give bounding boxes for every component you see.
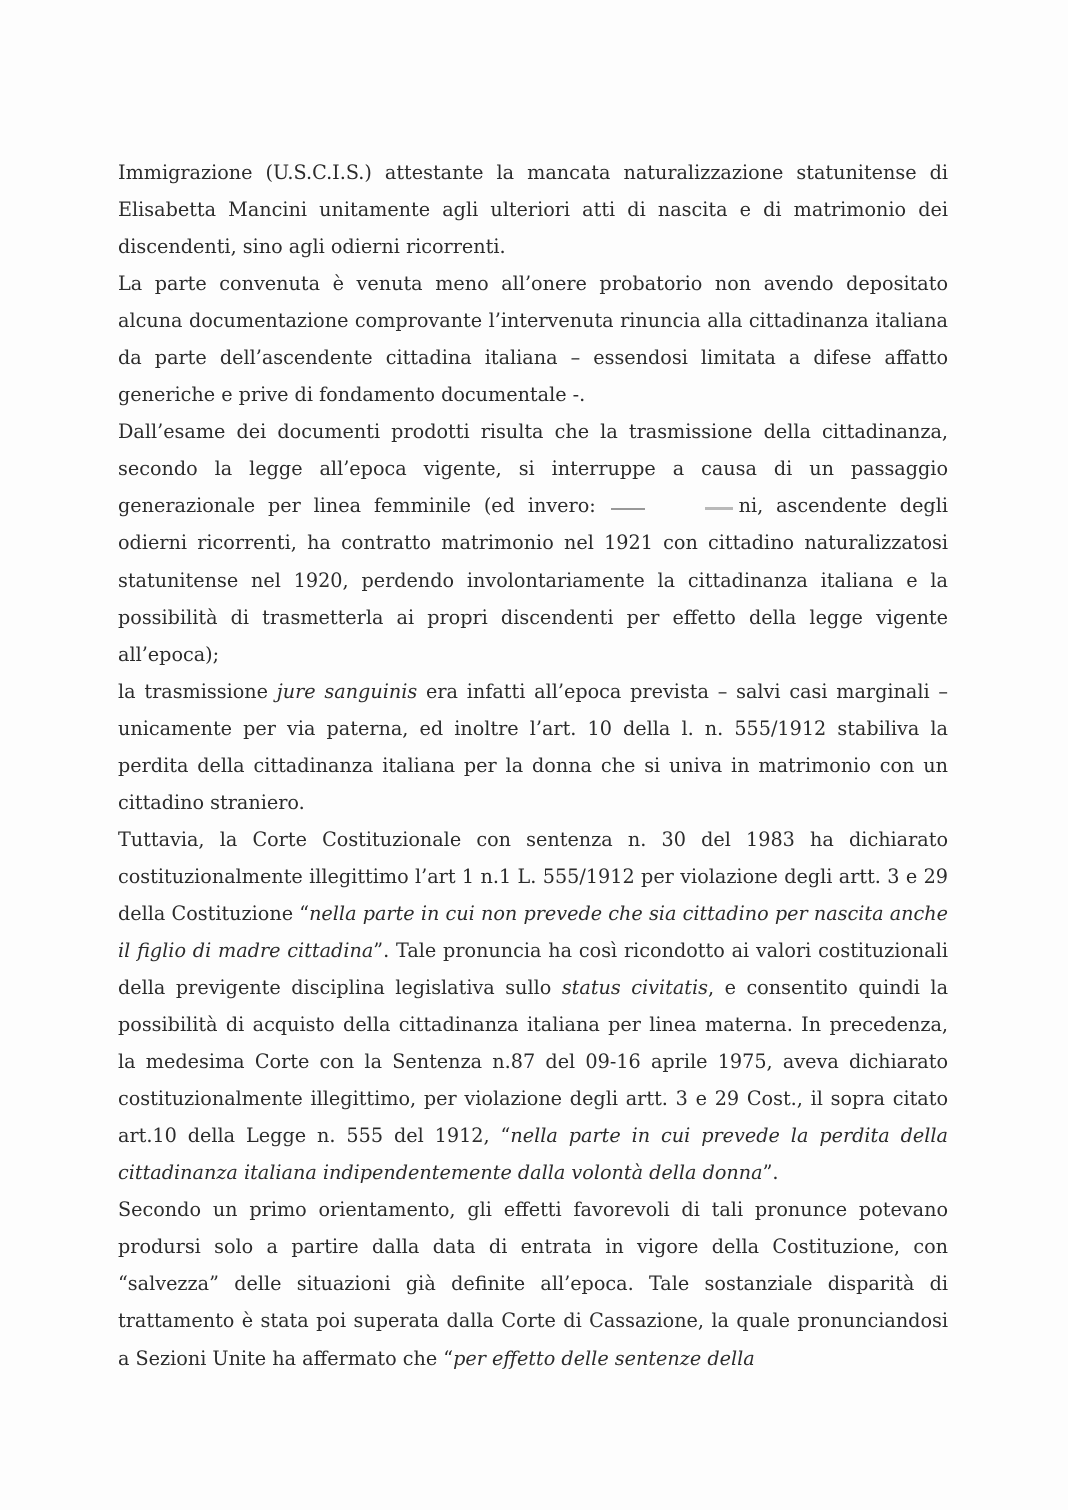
text-segment: Secondo un primo orientamento, gli effetti favorevoli di tali pronunce potevano prodursi solo a partire dalla data di entrata in vigore della Costituzione, con “salvezza” delle situazioni già definite all’epoca. Tale sostanziale disparità di trattamento è stata poi superata dalla Corte di Cassazione, la quale pronunciandosi a Sezioni Unite ha affermato che “ <box>118 1198 948 1370</box>
italic-text: per effetto delle sentenze della <box>453 1346 755 1370</box>
text-segment: ”. <box>762 1161 779 1185</box>
paragraph-p1 <box>118 154 948 265</box>
text-segment: Immigrazione (U.S.C.I.S.) attestante la mancata naturalizzazione statunitense di Elisabetta Mancini unitamente agli ulteriori atti di nascita e di matrimonio dei discendenti, sino agli odierni ricorrenti. <box>118 161 948 259</box>
text-segment: ni, ascendente degli odierni ricorrenti, ha contratto matrimonio nel 1921 con cittadino naturalizzatosi statunitense nel 1920, perdendo involontariamente la cittadinanza italiana e la possibilità di trasmetterla ai propri discendenti per effetto della legge vigente all’epoca); <box>118 494 948 666</box>
text-segment: Dall’esame dei documenti prodotti risulta che la trasmissione della cittadinanza, secondo la legge all’epoca vigente, si interruppe a causa di un passaggio generazionale per linea femminile (ed invero: <box>118 420 948 518</box>
text-segment: era infatti all’epoca prevista – salvi casi marginali – unicamente per via paterna, ed inoltre l’art. 10 della l. n. 555/1912 stabiliva la perdita della cittadinanza italiana per la donna che si univa in matrimonio con un cittadino straniero. <box>118 679 948 814</box>
redacted-name <box>609 500 739 514</box>
italic-text: nella parte in cui prevede la perdita della cittadinanza italiana indipendentemente dalla volontà della donna <box>118 1124 948 1185</box>
italic-text: nella parte in cui non prevede che sia cittadino per nascita anche il figlio di madre cittadina <box>118 901 948 962</box>
text-segment: La parte convenuta è venuta meno all’onere probatorio non avendo depositato alcuna documentazione comprovante l’intervenuta rinuncia alla cittadinanza italiana da parte dell’ascendente cittadina italiana – essendosi limitata a difese affatto generiche e prive di fondamento documentale -. <box>118 272 948 407</box>
paragraph-p4 <box>118 673 948 821</box>
document-body <box>118 154 948 1377</box>
text-segment: , e consentito quindi la possibilità di acquisto della cittadinanza italiana per linea materna. In precedenza, la medesima Corte con la Sentenza n.87 del 09-16 aprile 1975, aveva dichiarato costituzionalmente illegittimo, per violazione degli artt. 3 e 29 Cost., il sopra citato art.10 della Legge n. 555 del 1912, “ <box>118 976 949 1148</box>
paragraph-p3 <box>118 413 948 672</box>
text-segment: Tuttavia, la Corte Costituzionale con sentenza n. 30 del 1983 ha dichiarato costituzionalmente illegittimo l’art 1 n.1 L. 555/1912 per violazione degli artt. 3 e 29 della Costituzione “ <box>118 827 948 925</box>
paragraph-p5 <box>118 821 948 1191</box>
paragraph-p6 <box>118 1191 948 1376</box>
text-segment: la trasmissione <box>118 679 277 703</box>
text-segment: ”. Tale pronuncia ha così ricondotto ai valori costituzionali della previgente disciplina legislativa sullo <box>118 938 948 1000</box>
italic-text: status civitatis <box>561 976 708 1000</box>
paragraph-p2 <box>118 265 948 413</box>
italic-text: jure sanguinis <box>276 679 418 703</box>
